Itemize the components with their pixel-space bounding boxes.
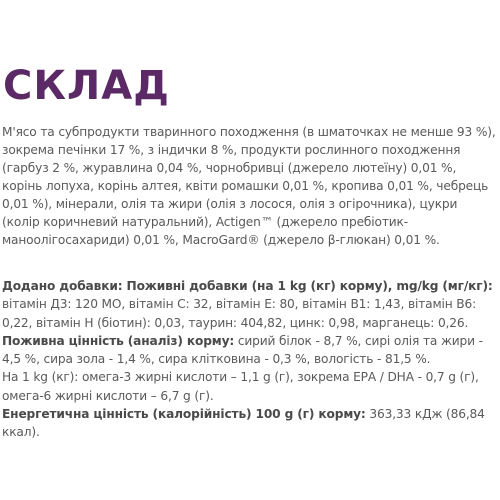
additives-label: Додано добавки: Поживні добавки (на 1 kg (кг) корму), mg/kg (мг/кг): bbox=[2, 279, 493, 293]
additives-values: вітамін Д3: 120 МО, вітамін С: 32, вітамін Е: 80, вітамін В1: 1,43, вітамін В6: 0,22, вітамін Н (біотин): 0,03, таурин: 404,82, цинк: 0,98, марганець: 0,26. bbox=[2, 297, 477, 330]
nutrition-label: Поживна цінність (аналіз) корму: bbox=[2, 333, 235, 348]
nutrition-values: сирий білок - 8,7 %, сирі олія та жири - 4,5 %, сира зола - 1,4 %, сира клітковина - 0,3 %, вологість - 81,5 %. bbox=[2, 333, 483, 367]
page-title: СКЛАД bbox=[3, 63, 170, 109]
energy-label: Енергетична цінність (калорійність) 100 g (г) корму: bbox=[2, 407, 366, 422]
omega-paragraph bbox=[2, 368, 498, 405]
additives-paragraph bbox=[2, 277, 498, 332]
composition-text: М'ясо та субпродукти тваринного походження (в шматочках не менше 93 %), зокрема печінки 17 %, з індички 8 %, продукти рослинного походження (гарбуз 2 %, журавлина 0,04 %, чорнобривці (джерело лютеїну) 0,01 %, корінь лопуха, корінь алтея, квіти ромашки 0,01 %, кропива 0,01 %, чебрець 0,01 %), мінерали, олія та жири (олія з лосося, олія з огірочника), цукри (колір коричневий натуральний), Actigen™ (джерело пребіотик- маноолігосахариди) 0,01 %, MacroGard® (джерело β-глюкан) 0,01 %. bbox=[2, 125, 496, 247]
energy-values: 363,33 кДж (86,84 ккал). bbox=[2, 407, 485, 440]
energy-paragraph bbox=[2, 405, 498, 442]
additives-section bbox=[2, 277, 498, 442]
omega-values: На 1 kg (кг): омега-3 жирні кислоти – 1,1 g (г), зокрема ЕРА / DHA - 0,7 g (г), омега-6 жирні кислоти – 6,7 g (г). bbox=[2, 370, 479, 403]
nutrition-paragraph bbox=[2, 332, 498, 369]
